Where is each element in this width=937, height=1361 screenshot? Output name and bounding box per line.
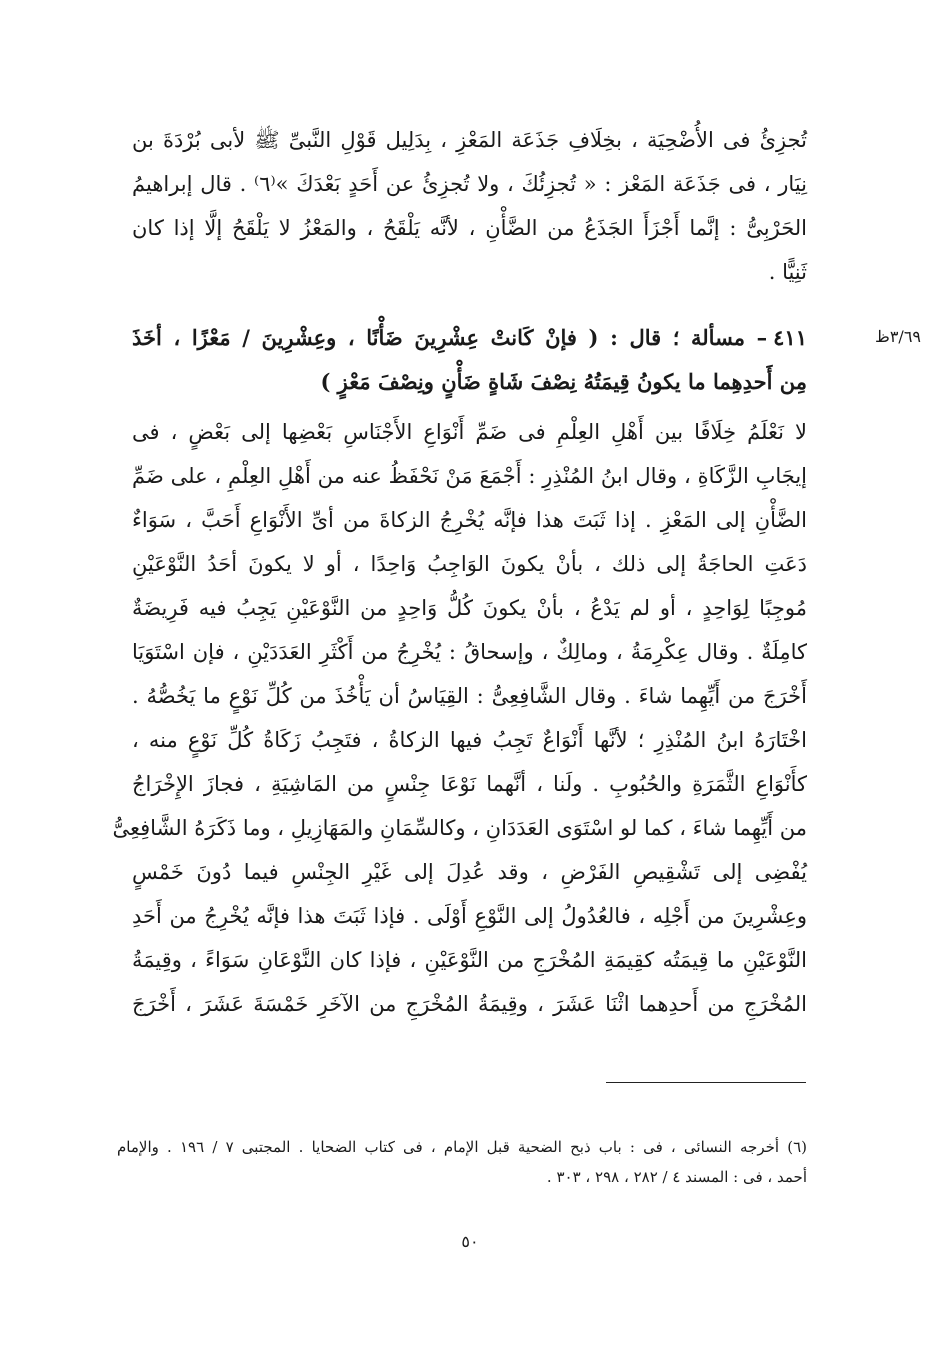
text-line: يُفْضِى إلى تَشْقِيصِ الفَرْضِ ، وقد عُدِلَ إلى غَيْرِ الجِنْسِ فيما دُونَ خَمْسٍ: [132, 860, 807, 884]
text-line: الحَرْبِىُّ : إنَّما أَجْزَأَ الجَذَعُ من الضَّأْنِ ، لأنَّه يَلْقَحُ ، والمَعْزُ لا يَلْقَحُ إلَّا إذا كان: [132, 216, 807, 240]
text-line: النَّوْعَيْنِ ما قِيمَتُه كقِيمَةِ المُخْرَجِ من النَّوْعَيْنِ ، فإذا كان النَّوْعَانِ سَوَاءً ، وقِيمَةُ: [132, 948, 807, 972]
issue-number: ٤١١: [773, 325, 807, 350]
text-line: لا نَعْلَمُ خِلَافًا بين أَهْلِ العِلْمِ فى ضَمِّ أَنْوَاعِ الأَجْنَاسِ بَعْضِها إلى بَعْضٍ ، فى: [132, 420, 807, 444]
text-line: تُجزِئُ فى الأُضْحِيَة ، بخِلَافِ جَذَعَة المَعْزِ ، بِدَلِيل قَوْلِ النَّبىِّ ﷺ لأبى بُرْدَةَ بن: [132, 128, 807, 152]
issue-line: مِن أَحدِهِما ما يكونُ قِيمَتُهُ نِصْفَ شَاةٍ ضَأْنٍ ونِصْفَ مَعْزٍ ): [320, 369, 807, 394]
text-line: اخْتَارَهُ ابنُ المُنْذِرِ ؛ لأنَّها أَنْوَاعٌ تَجِبُ فيها الزكاةُ ، فتَجِبُ زَكَاةُ كُلِّ نَوْعٍ منه ،: [132, 728, 807, 752]
margin-manuscript-reference: ٣/٦٩ظ: [875, 327, 921, 346]
body-paragraph: [112, 410, 807, 1026]
footnote-separator: [606, 1082, 806, 1083]
text-line: من أَيِّهِما شاءَ ، كما لو اسْتَوَى العَدَدَانِ ، وكالسِّمَانِ والمَهَازِيلِ ، وما ذَكَرَهُ الشَّافِعِىُّ: [112, 816, 807, 840]
text-line: المُخْرَجِ من أَحدِهما اثْنَا عَشَرَ ، وقِيمَةُ المُخْرَجِ من الآخَرِ خَمْسَةَ عَشَرَ ، أَخْرَجَ: [132, 992, 807, 1016]
footnote-line: (٦) أخرجه النسائى ، فى : باب ذبح الضحية قبل الإمام ، فى كتاب الضحايا . المجتبى ٧ / ١٩٦ . والإمام: [117, 1138, 807, 1156]
text-line: أَخْرَجَ من أَيِّهِما شاءَ . وقال الشَّافِعِىُّ : القِيَاسُ أن يَأْخُذَ من كُلِّ نَوْعٍ ما يَخُصُّهُ .: [132, 684, 807, 708]
text-line: نِيَار ، فى جَذَعَة المَعْز : « تُجزِئُكَ ، ولا تُجزِئُ عن أَحَدٍ بَعْدَكَ »⁽٦⁾ . قال إبراهيمُ: [132, 172, 808, 196]
issue-text: – مسألة ؛ قال : ( فإنْ كَانتْ عِشْرِينَ ضَأْنًا ، وعِشْرِينَ / مَعْزًا ، أخَذَ: [132, 325, 768, 350]
footnote: [117, 1132, 807, 1192]
footnote-line: أحمد ، فى : المسند ٤ / ٢٨٢ ، ٢٩٨ ، ٣٠٣ .: [546, 1168, 807, 1186]
text-line: مُوجِبًا لِوَاحِدٍ ، أو لم يَدْعُ ، بأنْ يكونَ كُلُّ وَاحِدٍ من النَّوْعَيْنِ يَجِبُ فيه فَرِيضَةٌ: [132, 596, 807, 620]
text-line: الضَّأْنِ إلى المَعْزِ . إذا ثَبَتَ هذا فإنَّه يُخْرِجُ الزكاةَ من أىِّ الأَنْوَاعِ أَحَبَّ ، سَوَاءٌ: [132, 508, 807, 532]
issue-line: [132, 316, 807, 360]
text-line: كامِلَةٌ . وقال عِكْرِمَةُ ، ومالِكٌ ، وإسحاقُ : يُخْرِجُ من أَكْثَرِ العَدَدَيْنِ ، فإن اسْتَوَيَا: [132, 640, 807, 664]
intro-paragraph: [132, 118, 807, 294]
issue-heading: [132, 316, 807, 404]
text-line: كأَنْوَاعِ الثَّمَرَةِ والحُبُوبِ . ولَنا ، أنَّهما نَوْعَا جِنْسٍ من المَاشِيَةِ ، فجازَ الإِخْرَاجُ: [132, 772, 807, 796]
page-number: ٥٠: [461, 1232, 479, 1251]
text-line: وعِشْرِينَ من أَجْلِه ، فالعُدُولُ إلى النَّوْعِ أَوْلَى . فإذا ثَبَتَ هذا فإنَّه يُخْرِجُ من أَحَدِ: [132, 904, 807, 928]
text-line: دَعَتِ الحاجَةُ إلى ذلك ، بأنْ يكونَ الوَاجِبُ وَاحِدًا ، أو لا يكونَ أحَدُ النَّوْعَيْنِ: [132, 552, 807, 576]
text-line: ثَنِيًّا .: [768, 260, 807, 284]
text-line: إيجَابِ الزَّكَاةِ ، وقال ابنُ المُنْذِرِ : أَجْمَعَ مَنْ نَحْفَظُ عنه من أَهْلِ العِلْمِ ، على ضَمِّ: [132, 464, 807, 488]
